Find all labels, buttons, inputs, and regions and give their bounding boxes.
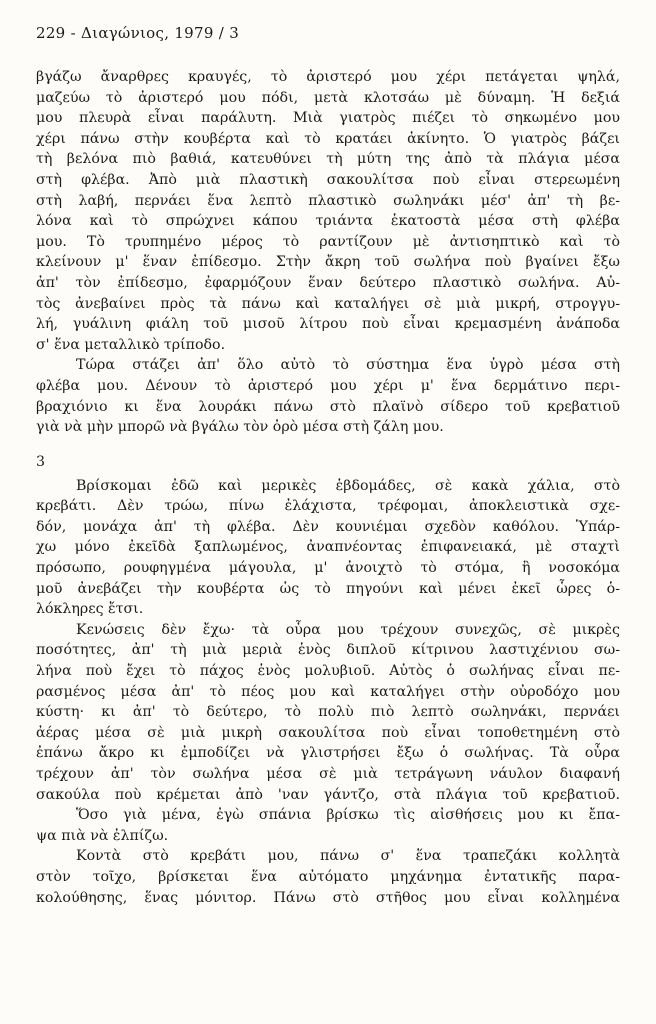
text-line: ψα πιὰ νὰ ἐλπίζω.: [36, 827, 169, 844]
text-line: ρασμένος μέσα ἀπ' τὸ πέος μου καὶ καταλήγει στὴν οὐροδόχο μου: [36, 683, 620, 700]
text-line: χω μόνο ἐκεῖδὰ ξαπλωμένος, ἀναπνέοντας ἐπιφανειακά, μὲ σταχτὶ: [36, 539, 620, 556]
text-line: μου πλευρὰ εἶναι παράλυτη. Μιὰ γιατρὸς πιέζει τὸ σηκωμένο μου: [36, 110, 620, 127]
text-line: λήνα ποὺ ἔχει τὸ πάχος ἑνὸς μολυβιοῦ. Αὐτὸς ὁ σωλήνας εἶναι πε-: [36, 663, 620, 680]
text-line: βραχιόνιο κι ἕνα λουράκι πάνω στὸ πλαϊνὸ σίδερο τοῦ κρεβατιοῦ: [36, 398, 620, 415]
text-line: στὸν τοῖχο, βρίσκεται ἕνα αὐτόματο μηχάνημα ἐντατικῆς παρα-: [36, 868, 620, 885]
text-line: πρόσωπο, ρουφηγμένα μάγουλα, μ' ἀνοιχτὸ τὸ στόμα, ἢ νοσοκόμα: [36, 560, 620, 577]
text-line: ποσότητες, ἀπ' τὴ μιὰ μεριὰ ἑνὸς διπλοῦ κίτρινου λαστιχένιου σω-: [36, 642, 620, 659]
text-line: Βρίσκομαι ἐδῶ καὶ μερικὲς ἑβδομάδες, σὲ κακὰ χάλια, στὸ: [76, 477, 620, 494]
text-block-1: [36, 67, 620, 438]
text-line: χέρι πάνω στὴν κουβέρτα καὶ τὸ κρατάει ἀκίνητο. Ὁ γιατρὸς βάζει: [36, 130, 620, 147]
text-line: ἀπ' τὸν ἐπίδεσμο, ἐφαρμόζουν ἕναν δεύτερο πλαστικὸ σωλήνα. Αὐ-: [36, 274, 620, 291]
text-line: λόκληρες ἔτσι.: [36, 601, 144, 618]
text-line: Κοντὰ στὸ κρεβάτι μου, πάνω σ' ἕνα τραπεζάκι κολλητὰ: [76, 848, 620, 865]
text-line: μου. Τὸ τρυπημένο μέρος τὸ ραντίζουν μὲ ἀντισηπτικὸ καὶ τὸ: [36, 233, 620, 250]
text-line: κολούθησης, ἕνας μόνιτορ. Πάνω στὸ στῆθος μου εἶναι κολλημένα: [36, 889, 620, 906]
text-line: μοῦ ἀνεβάζει τὴν κουβέρτα ὡς τὸ πηγούνι καὶ μένει ἐκεῖ ὧρες ὁ-: [36, 580, 620, 597]
text-line: λόνα καὶ τὸ σπρώχνει κάπου τριάντα ἑκατοστὰ μέσα στὴ φλέβα: [36, 213, 620, 230]
text-line: σ' ἕνα μεταλλικὸ τρίποδο.: [36, 336, 226, 353]
text-line: Ὅσο γιὰ μένα, ἐγὼ σπάνια βρίσκω τὶς αἰσθήσεις μου κι ἔπα-: [76, 807, 620, 824]
text-line: τὴ βελόνα πιὸ βαθιά, κατευθύνει τὴ μύτη της ἀπὸ τὰ πλάγια μέσα: [36, 151, 620, 168]
section-number: 3: [36, 453, 46, 470]
text-line: λή, γυάλινη φιάλη τοῦ μισοῦ λίτρου ποὺ εἶναι κρεμασμένη ἀνάποδα: [36, 316, 620, 333]
text-line: γιὰ νὰ μὴν μπορῶ νὰ βγάλω τὸν ὀρὸ μέσα στὴ ζάλη μου.: [36, 419, 444, 436]
text-line: τὸς ἀνεβαίνει πρὸς τὰ πάνω καὶ καταλήγει σὲ μιὰ μικρή, στρογγυ-: [36, 295, 620, 312]
text-block-2: [36, 476, 620, 908]
running-header: 229 - Διαγώνιος, 1979 / 3: [36, 24, 240, 42]
text-line: Τώρα στάζει ἀπ' ὅλο αὐτὸ τὸ σύστημα ἕνα ὑγρὸ μέσα στὴ: [76, 357, 620, 374]
text-line: μαζεύω τὸ ἀριστερό μου πόδι, μετὰ κλοτσάω μὲ δύναμη. Ἡ δεξιά: [36, 89, 620, 106]
text-line: στὴ φλέβα. Ἀπὸ μιὰ πλαστικὴ σακουλίτσα ποὺ εἶναι στερεωμένη: [36, 171, 620, 188]
text-line: κύστη· κι ἀπ' τὸ δεύτερο, τὸ πολὺ πιὸ λεπτὸ σωληνάκι, περνάει: [36, 704, 620, 721]
page-body: [36, 67, 620, 908]
text-line: Κενώσεις δὲν ἔχω· τὰ οὖρα μου τρέχουν συνεχῶς, σὲ μικρὲς: [76, 621, 620, 638]
text-line: βγάζω ἄναρθρες κραυγές, τὸ ἀριστερό μου χέρι πετάγεται ψηλά,: [36, 69, 620, 85]
text-line: ἀέρας μέσα σὲ μιὰ μικρὴ σακουλίτσα ποὺ εἶναι τοποθετημένη στὸ: [36, 724, 620, 741]
text-line: στὴ λαβή, περνάει ἕνα λεπτὸ πλαστικὸ σωληνάκι μέσ' ἀπ' τὴ βε-: [36, 192, 620, 209]
text-line: κλείνουν μ' ἕναν ἐπίδεσμο. Στὴν ἄκρη τοῦ σωλήνα ποὺ βγαίνει ἔξω: [36, 254, 620, 271]
text-line: τρέχουν ἀπ' τὸν σωλήνα μέσα σὲ μιὰ τετράγωνη νάυλον διαφανή: [36, 766, 620, 782]
text-line: σακούλα ποὺ κρέμεται ἀπὸ 'ναν γάντζο, στὰ πλάγια τοῦ κρεβατιοῦ.: [36, 786, 620, 803]
text-line: φλέβα μου. Δένουν τὸ ἀριστερό μου χέρι μ' ἕνα δερμάτινο περι-: [36, 377, 620, 394]
text-line: ἐπάνω ἄκρο κι ἐμποδίζει νὰ γλιστρήσει ἔξω ὁ σωλήνας. Τὰ οὖρα: [36, 745, 620, 762]
text-line: κρεβάτι. Δὲν τρώω, πίνω ἐλάχιστα, τρέφομαι, ἀποκλειστικὰ σχε-: [36, 498, 620, 515]
text-line: δόν, μονάχα ἀπ' τὴ φλέβα. Δὲν κουνιέμαι σχεδὸν καθόλου. Ὑπάρ-: [36, 518, 620, 535]
